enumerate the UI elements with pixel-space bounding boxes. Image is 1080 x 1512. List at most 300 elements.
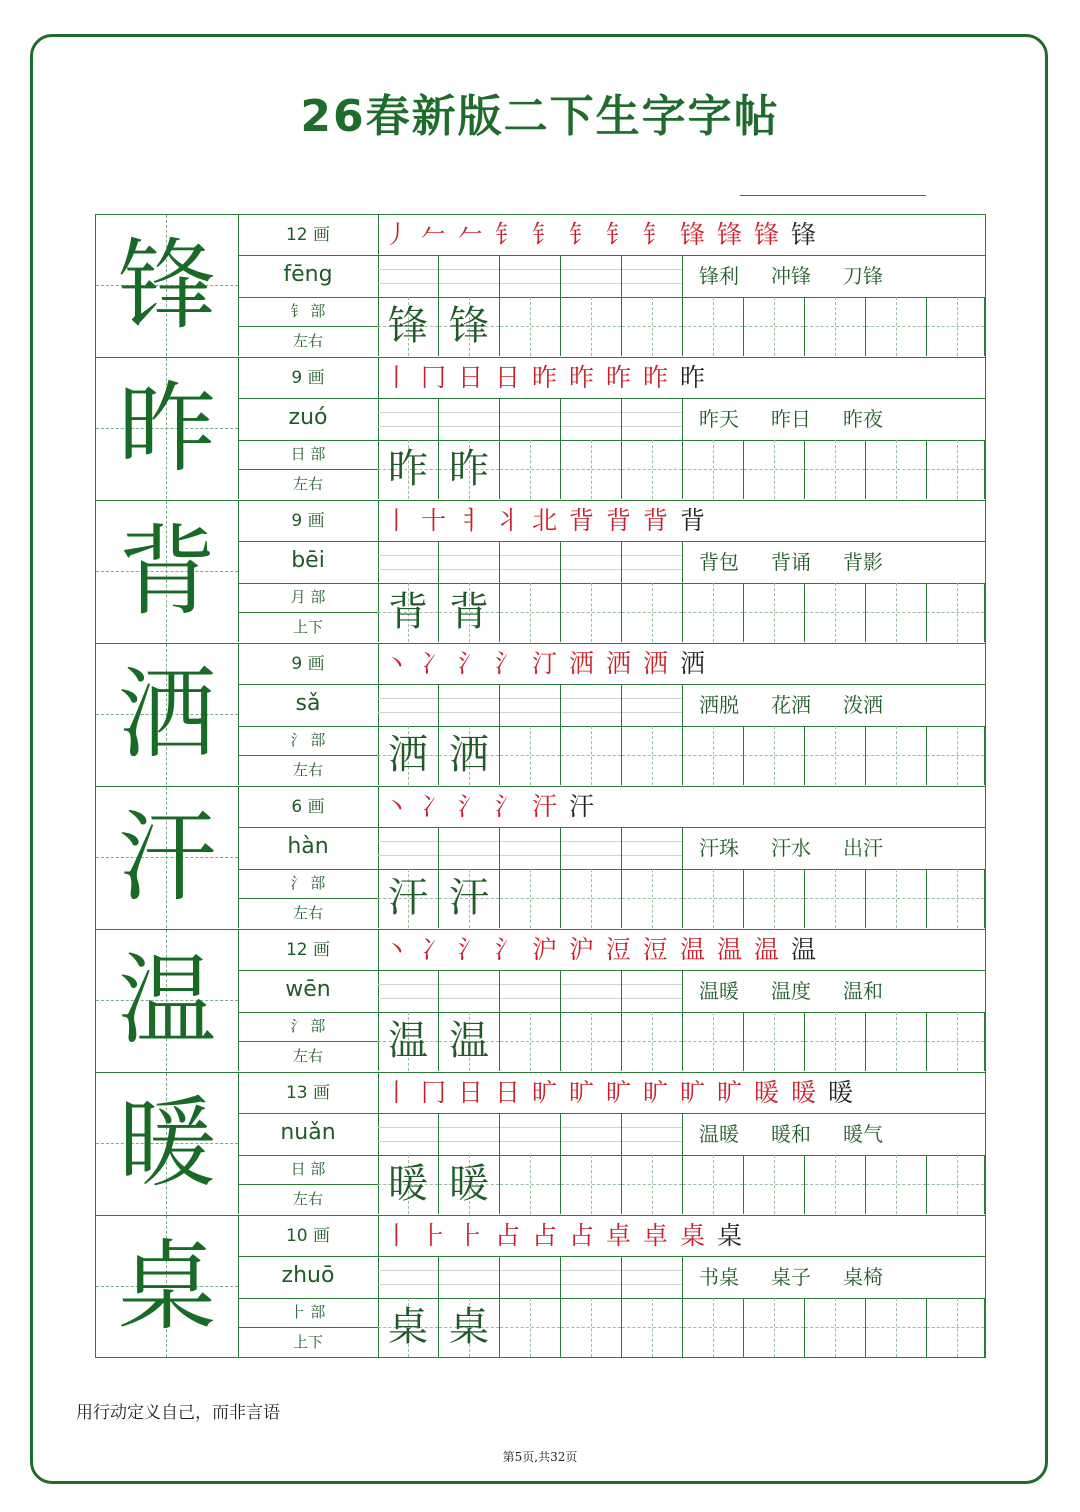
writing-cell[interactable] (744, 583, 805, 642)
example-word: 泼洒 (843, 693, 883, 717)
writing-cell[interactable] (805, 297, 866, 356)
guide-line (591, 583, 592, 642)
big-character-cell (96, 787, 239, 928)
pinyin-practice-cell[interactable] (439, 1256, 500, 1298)
writing-cell[interactable] (927, 1012, 985, 1071)
writing-cell[interactable] (683, 1298, 744, 1357)
stroke-step: 冫 (420, 792, 446, 821)
structure-label: 左右 (292, 904, 323, 922)
pinyin-practice-cell[interactable] (439, 398, 500, 440)
guide-line (652, 726, 653, 785)
pinyin-label: fēng (238, 255, 378, 298)
stroke-step: 温 (790, 935, 816, 964)
pinyin-practice-cell[interactable] (378, 684, 439, 726)
writing-cell[interactable] (561, 440, 622, 499)
writing-cell[interactable] (622, 1155, 683, 1214)
writing-cell[interactable] (866, 1298, 927, 1357)
pinyin-practice-cell[interactable] (622, 1256, 683, 1298)
pinyin-practice-cell[interactable] (622, 541, 683, 583)
word-examples (683, 970, 985, 1012)
writing-cell[interactable] (866, 1155, 927, 1214)
big-character-cell (96, 501, 239, 642)
word-examples (683, 1113, 985, 1155)
writing-cell[interactable] (500, 1012, 561, 1071)
writing-cell[interactable] (927, 726, 985, 785)
radical-label: 日 部 (238, 1155, 378, 1185)
pinyin-label: zuó (238, 398, 378, 441)
guide-line (927, 612, 984, 613)
big-character-cell (96, 930, 239, 1071)
writing-cell[interactable] (622, 583, 683, 642)
guide-line (652, 1155, 653, 1214)
writing-cell[interactable] (439, 1298, 500, 1357)
pinyin-practice-cell[interactable] (500, 1113, 561, 1155)
guide-line (652, 869, 653, 928)
guide-line (530, 297, 531, 356)
stroke-step: 昨 (679, 363, 705, 392)
pinyin-practice-cell[interactable] (500, 970, 561, 1012)
stroke-step: 温 (716, 935, 742, 964)
writing-cell[interactable] (500, 297, 561, 356)
stroke-step: 汗 (531, 792, 557, 821)
big-character: 汗 (117, 801, 216, 915)
guide-line (591, 726, 592, 785)
writing-cell[interactable] (378, 583, 439, 642)
stroke-step: 洒 (568, 649, 594, 678)
writing-cell[interactable] (744, 726, 805, 785)
writing-cell[interactable] (561, 1155, 622, 1214)
writing-cell[interactable] (378, 726, 439, 785)
writing-cell[interactable] (561, 869, 622, 928)
writing-cell[interactable] (500, 440, 561, 499)
pinyin-practice-cell[interactable] (378, 398, 439, 440)
stroke-step: 温 (753, 935, 779, 964)
character-info (238, 215, 379, 356)
writing-cell[interactable] (744, 297, 805, 356)
big-character: 桌 (117, 1230, 216, 1344)
writing-cell[interactable] (439, 297, 500, 356)
guide-line (896, 440, 897, 499)
page-title: 26春新版二下生字字帖 (300, 91, 780, 142)
trace-character: 汗 (449, 875, 489, 921)
stroke-step: 洒 (605, 649, 631, 678)
guide-line (774, 1298, 775, 1357)
writing-cell[interactable] (927, 440, 985, 499)
stroke-step: 十 (420, 506, 446, 535)
example-word: 花洒 (771, 693, 811, 717)
stroke-order-row (378, 787, 985, 828)
writing-cell[interactable] (805, 440, 866, 499)
writing-cell[interactable] (744, 1298, 805, 1357)
guide-line (774, 440, 775, 499)
writing-cell[interactable] (500, 1298, 561, 1357)
stroke-step: 氵 (457, 792, 483, 821)
pinyin-practice-cell[interactable] (439, 970, 500, 1012)
pinyin-practice-cell[interactable] (500, 1256, 561, 1298)
guide-line (835, 440, 836, 499)
stroke-step: 氵 (494, 792, 520, 821)
guide-line (774, 297, 775, 356)
stroke-step: 洒 (679, 649, 705, 678)
guide-line (713, 1298, 714, 1357)
writing-cell[interactable] (927, 297, 985, 356)
word-examples (683, 684, 985, 726)
writing-cell[interactable] (561, 297, 622, 356)
writing-cell[interactable] (683, 297, 744, 356)
big-character: 暖 (117, 1087, 216, 1201)
trace-character: 桌 (449, 1304, 489, 1350)
pinyin-practice-cell[interactable] (561, 1256, 622, 1298)
writing-cell[interactable] (378, 1155, 439, 1214)
pinyin-practice-cell[interactable] (500, 684, 561, 726)
writing-cell[interactable] (378, 1012, 439, 1071)
trace-character: 温 (388, 1018, 428, 1064)
example-word: 洒脱 (699, 693, 739, 717)
guide-line (957, 297, 958, 356)
writing-cell[interactable] (500, 583, 561, 642)
writing-cell[interactable] (744, 1155, 805, 1214)
stroke-step: 丨 (383, 506, 409, 535)
trace-character: 昨 (449, 446, 489, 492)
stroke-count: 10 画 (238, 1216, 378, 1257)
stroke-step: 丨 (383, 363, 409, 392)
stroke-step: 冂 (420, 1078, 446, 1107)
example-word: 出汗 (843, 836, 883, 860)
structure-label: 左右 (292, 1047, 323, 1065)
pinyin-practice-cell[interactable] (622, 827, 683, 869)
stroke-step: 占 (494, 1221, 520, 1250)
stroke-step: 丶 (383, 935, 409, 964)
pinyin-practice-cell[interactable] (378, 255, 439, 297)
stroke-step: 暖 (790, 1078, 816, 1107)
example-word: 昨天 (699, 407, 739, 431)
example-word: 刀锋 (843, 264, 883, 288)
writing-cell[interactable] (805, 1155, 866, 1214)
guide-line (835, 583, 836, 642)
writing-grid-row (378, 869, 985, 928)
guide-line (530, 1012, 531, 1071)
stroke-step: 冫 (420, 649, 446, 678)
guide-line (530, 726, 531, 785)
writing-cell[interactable] (378, 1298, 439, 1357)
pinyin-practice-cell[interactable] (439, 827, 500, 869)
character-block (95, 1072, 986, 1215)
guide-line (713, 726, 714, 785)
pinyin-practice-cell[interactable] (500, 827, 561, 869)
writing-cell[interactable] (805, 1298, 866, 1357)
trace-character: 昨 (388, 446, 428, 492)
big-character-cell (96, 644, 239, 785)
pinyin-practice-cell[interactable] (378, 1113, 439, 1155)
practice-area (378, 1216, 985, 1357)
writing-cell[interactable] (439, 440, 500, 499)
writing-cell[interactable] (500, 1155, 561, 1214)
radical-label: ⺊ 部 (238, 1298, 378, 1328)
example-word: 暖气 (843, 1122, 883, 1146)
pinyin-practice-cell[interactable] (500, 255, 561, 297)
character-info (238, 787, 379, 928)
writing-grid-row (378, 1155, 985, 1214)
writing-cell[interactable] (744, 440, 805, 499)
writing-cell[interactable] (866, 1012, 927, 1071)
example-word: 昨日 (771, 407, 811, 431)
radical-label: 氵 部 (238, 1012, 378, 1042)
character-block (95, 214, 986, 357)
guide-line (652, 1298, 653, 1357)
guide-line (713, 297, 714, 356)
guide-line (896, 869, 897, 928)
writing-cell[interactable] (683, 440, 744, 499)
pinyin-practice-cell[interactable] (561, 255, 622, 297)
example-word: 汗珠 (699, 836, 739, 860)
pinyin-practice-cell[interactable] (622, 1113, 683, 1155)
trace-character: 背 (449, 589, 489, 635)
word-examples (683, 827, 985, 869)
writing-cell[interactable] (378, 440, 439, 499)
pinyin-practice-cell[interactable] (378, 1256, 439, 1298)
pinyin-practice-cell[interactable] (561, 970, 622, 1012)
example-word: 桌椅 (843, 1265, 883, 1289)
guide-line (591, 440, 592, 499)
stroke-step: 沪 (531, 935, 557, 964)
writing-grid-row (378, 726, 985, 785)
writing-cell[interactable] (622, 1012, 683, 1071)
pinyin-label: wēn (238, 970, 378, 1013)
stroke-step: 日 (494, 1078, 520, 1107)
pinyin-practice-cell[interactable] (561, 541, 622, 583)
guide-line (835, 297, 836, 356)
writing-cell[interactable] (561, 583, 622, 642)
writing-cell[interactable] (622, 869, 683, 928)
guide-line (835, 726, 836, 785)
trace-character: 背 (388, 589, 428, 635)
stroke-step: 冂 (420, 363, 446, 392)
writing-cell[interactable] (561, 1012, 622, 1071)
big-character-cell (96, 215, 239, 356)
practice-area (378, 501, 985, 642)
stroke-step: 桌 (716, 1221, 742, 1250)
stroke-step: 昨 (531, 363, 557, 392)
writing-cell[interactable] (927, 1298, 985, 1357)
guide-line (774, 869, 775, 928)
pinyin-practice-cell[interactable] (622, 255, 683, 297)
pinyin-practice-cell[interactable] (439, 1113, 500, 1155)
stroke-step: 北 (531, 506, 557, 535)
writing-cell[interactable] (439, 869, 500, 928)
structure-label: 上下 (292, 1333, 323, 1351)
trace-character: 暖 (388, 1161, 428, 1207)
stroke-step: 氵 (494, 935, 520, 964)
writing-cell[interactable] (866, 297, 927, 356)
writing-cell[interactable] (561, 726, 622, 785)
structure-label: 左右 (292, 475, 323, 493)
guide-line (591, 297, 592, 356)
stroke-step: 占 (531, 1221, 557, 1250)
practice-area (378, 644, 985, 785)
stroke-order-row (378, 358, 985, 399)
guide-line (591, 1298, 592, 1357)
character-info (238, 1216, 379, 1357)
practice-area (378, 930, 985, 1071)
writing-cell[interactable] (622, 1298, 683, 1357)
stroke-step: 钅 (494, 220, 520, 249)
stroke-step: 钅 (568, 220, 594, 249)
guide-line (896, 1012, 897, 1071)
guide-line (957, 440, 958, 499)
trace-character: 锋 (449, 303, 489, 349)
pinyin-practice-cell[interactable] (622, 684, 683, 726)
stroke-step: 锋 (753, 220, 779, 249)
trace-character: 洒 (388, 732, 428, 778)
writing-cell[interactable] (683, 583, 744, 642)
writing-cell[interactable] (866, 440, 927, 499)
writing-cell[interactable] (744, 869, 805, 928)
guide-line (927, 1184, 984, 1185)
writing-cell[interactable] (927, 1155, 985, 1214)
guide-line (957, 726, 958, 785)
guide-line (896, 1298, 897, 1357)
stroke-step: ㅕ (458, 506, 483, 535)
stroke-step: 日 (494, 363, 520, 392)
writing-cell[interactable] (622, 297, 683, 356)
word-examples (683, 255, 985, 297)
pinyin-practice-cell[interactable] (561, 1113, 622, 1155)
pinyin-practice-cell[interactable] (622, 970, 683, 1012)
writing-cell[interactable] (500, 869, 561, 928)
guide-line (530, 1155, 531, 1214)
stroke-step: 𠂉 (420, 220, 446, 249)
writing-cell[interactable] (866, 583, 927, 642)
writing-cell[interactable] (805, 583, 866, 642)
writing-cell[interactable] (683, 726, 744, 785)
pinyin-practice-cell[interactable] (561, 398, 622, 440)
motto-text: 用行动定义自己，而非言语 (76, 1403, 280, 1423)
writing-grid-row (378, 1012, 985, 1071)
trace-character: 锋 (388, 303, 428, 349)
writing-cell[interactable] (622, 726, 683, 785)
stroke-step: 旷 (568, 1078, 594, 1107)
pinyin-practice-cell[interactable] (378, 541, 439, 583)
example-word: 书桌 (699, 1265, 739, 1289)
writing-cell[interactable] (439, 726, 500, 785)
guide-line (927, 1041, 984, 1042)
stroke-count: 12 画 (238, 930, 378, 971)
writing-cell[interactable] (927, 869, 985, 928)
writing-cell[interactable] (805, 869, 866, 928)
guide-line (957, 869, 958, 928)
stroke-step: 冫 (420, 935, 446, 964)
pinyin-practice-cell[interactable] (439, 255, 500, 297)
big-character-cell (96, 1073, 239, 1214)
guide-line (591, 1155, 592, 1214)
word-examples (683, 1256, 985, 1298)
writing-cell[interactable] (744, 1012, 805, 1071)
stroke-count: 9 画 (238, 501, 378, 542)
guide-line (927, 898, 984, 899)
writing-cell[interactable] (805, 726, 866, 785)
stroke-step: 𠂉 (457, 220, 483, 249)
guide-line (774, 1155, 775, 1214)
stroke-step: 氵 (457, 935, 483, 964)
guide-line (835, 1155, 836, 1214)
writing-cell[interactable] (439, 1155, 500, 1214)
guide-line (652, 297, 653, 356)
pinyin-practice-cell[interactable] (500, 541, 561, 583)
writing-cell[interactable] (439, 1012, 500, 1071)
stroke-order-row (378, 215, 985, 256)
stroke-step: 丨 (383, 1078, 409, 1107)
big-character-cell (96, 358, 239, 499)
pinyin-practice-cell[interactable] (622, 398, 683, 440)
big-character: 洒 (117, 658, 216, 772)
trace-character: 洒 (449, 732, 489, 778)
stroke-count: 6 画 (238, 787, 378, 828)
guide-line (530, 583, 531, 642)
writing-cell[interactable] (378, 297, 439, 356)
writing-cell[interactable] (805, 1012, 866, 1071)
radical-label: 钅 部 (238, 297, 378, 327)
pinyin-practice-cell[interactable] (561, 684, 622, 726)
guide-line (896, 297, 897, 356)
writing-cell[interactable] (866, 869, 927, 928)
pinyin-practice-cell[interactable] (378, 970, 439, 1012)
stroke-step: 钅 (605, 220, 631, 249)
character-info (238, 1073, 379, 1214)
writing-cell[interactable] (683, 869, 744, 928)
stroke-step: 暖 (753, 1078, 779, 1107)
trace-character: 桌 (388, 1304, 428, 1350)
stroke-step: 沪 (568, 935, 594, 964)
writing-cell[interactable] (683, 1012, 744, 1071)
writing-cell[interactable] (561, 1298, 622, 1357)
pinyin-practice-cell[interactable] (561, 827, 622, 869)
guide-line (713, 1012, 714, 1071)
stroke-step: 旷 (642, 1078, 668, 1107)
stroke-step: 汀 (531, 649, 557, 678)
pinyin-label: sǎ (238, 684, 378, 727)
writing-cell[interactable] (622, 440, 683, 499)
trace-character: 暖 (449, 1161, 489, 1207)
example-word: 温度 (771, 979, 811, 1003)
pinyin-practice-cell[interactable] (439, 684, 500, 726)
pinyin-practice-cell[interactable] (439, 541, 500, 583)
stroke-count: 12 画 (238, 215, 378, 256)
stroke-step: 丶 (383, 792, 409, 821)
example-word: 锋利 (699, 264, 739, 288)
character-info (238, 930, 379, 1071)
writing-grid-row (378, 440, 985, 499)
guide-line (591, 869, 592, 928)
writing-cell[interactable] (683, 1155, 744, 1214)
writing-cell[interactable] (927, 583, 985, 642)
writing-cell[interactable] (439, 583, 500, 642)
writing-cell[interactable] (378, 869, 439, 928)
big-character-cell (96, 1216, 239, 1357)
stroke-order-row (378, 501, 985, 542)
structure-label: 上下 (292, 618, 323, 636)
writing-cell[interactable] (866, 726, 927, 785)
stroke-step: 锋 (679, 220, 705, 249)
pinyin-practice-cell[interactable] (500, 398, 561, 440)
guide-line (652, 1012, 653, 1071)
pinyin-practice-cell[interactable] (378, 827, 439, 869)
guide-line (957, 1012, 958, 1071)
stroke-step: 旷 (531, 1078, 557, 1107)
writing-cell[interactable] (500, 726, 561, 785)
stroke-count: 9 画 (238, 358, 378, 399)
guide-line (774, 1012, 775, 1071)
big-character: 锋 (117, 229, 216, 343)
